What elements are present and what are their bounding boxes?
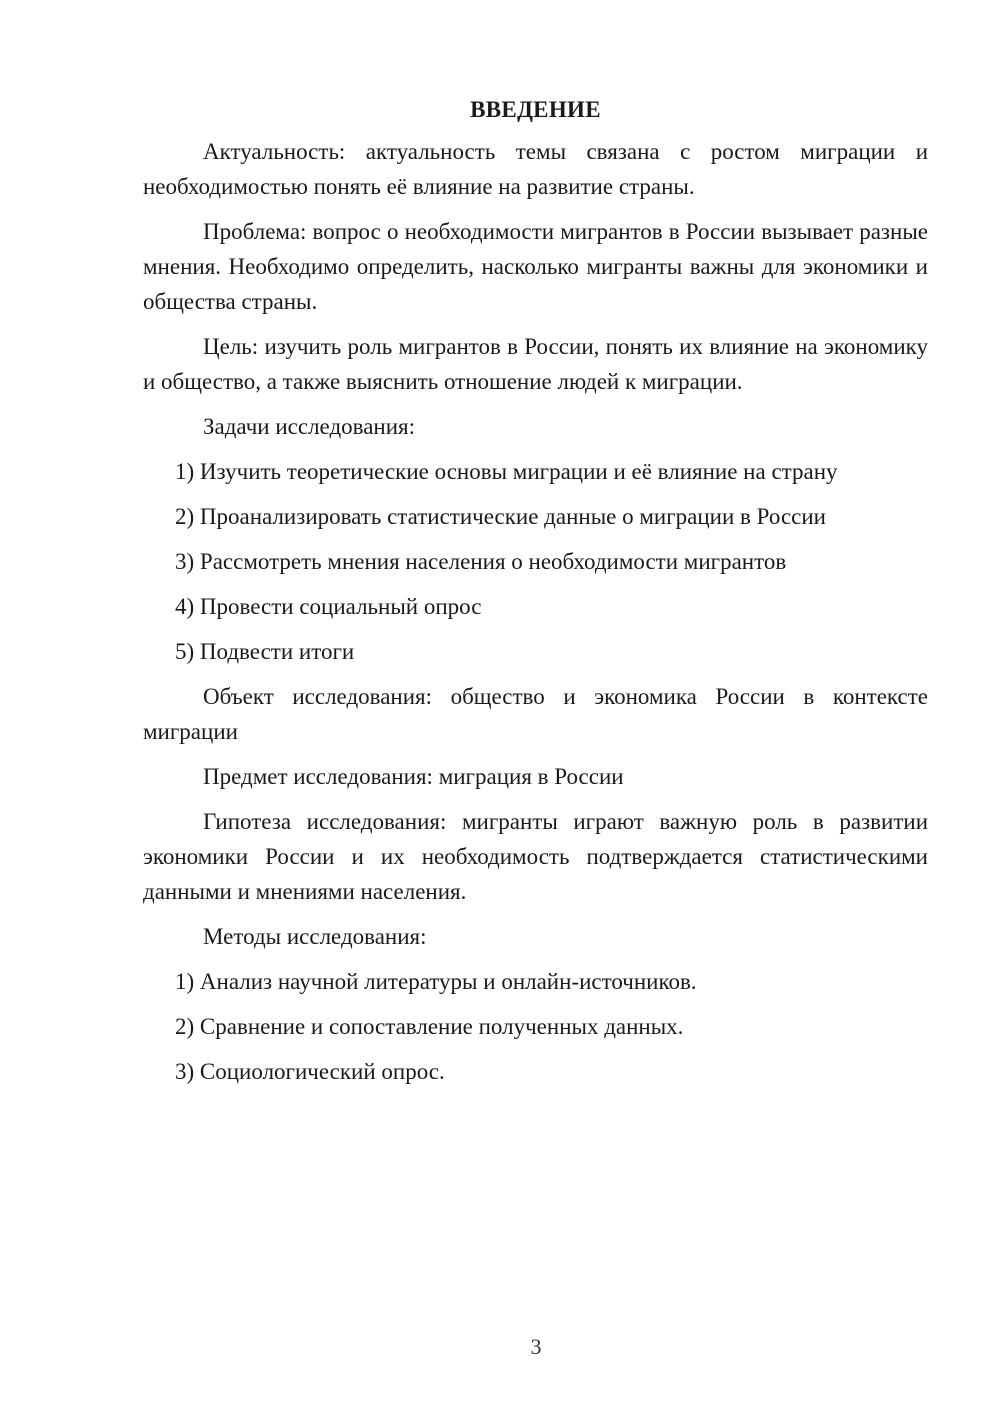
- method-item: 1) Анализ научной литературы и онлайн-источников.: [175, 969, 697, 994]
- task-item: 4) Провести социальный опрос: [175, 594, 482, 619]
- subject-paragraph: Предмет исследования: миграция в России: [203, 764, 624, 789]
- goal-paragraph: Цель: изучить роль мигрантов в России, понять их влияние на экономику и общество, а также выяснить отношение людей к миграции.: [143, 334, 928, 394]
- section-heading: ВВЕДЕНИЕ: [470, 97, 601, 122]
- relevance-paragraph: Актуальность: актуальность темы связана с ростом миграции и необходимостью понять её влияние на развитие страны.: [143, 139, 928, 199]
- task-item: 3) Рассмотреть мнения населения о необходимости мигрантов: [175, 549, 787, 574]
- methods-list: [143, 964, 928, 1089]
- task-item: 1) Изучить теоретические основы миграции и её влияние на страну: [175, 459, 838, 484]
- tasks-label: Задачи исследования:: [203, 414, 416, 439]
- hypothesis-paragraph: Гипотеза исследования: мигранты играют важную роль в развитии экономики России и их необходимость подтверждается статистическими данными и мнениями населения.: [143, 809, 928, 904]
- method-item: 2) Сравнение и сопоставление полученных данных.: [175, 1014, 684, 1039]
- page-content: [143, 92, 928, 1089]
- method-item: 3) Социологический опрос.: [175, 1059, 445, 1084]
- task-item: 5) Подвести итоги: [175, 639, 355, 664]
- object-paragraph: Объект исследования: общество и экономика России в контексте миграции: [143, 684, 928, 744]
- page-number: 3: [530, 1334, 542, 1359]
- methods-label: Методы исследования:: [203, 924, 427, 949]
- problem-paragraph: Проблема: вопрос о необходимости мигрантов в России вызывает разные мнения. Необходимо определить, насколько мигранты важны для экономики и общества страны.: [143, 219, 928, 314]
- task-item: 2) Проанализировать статистические данные о миграции в России: [175, 504, 826, 529]
- tasks-list: [143, 454, 928, 669]
